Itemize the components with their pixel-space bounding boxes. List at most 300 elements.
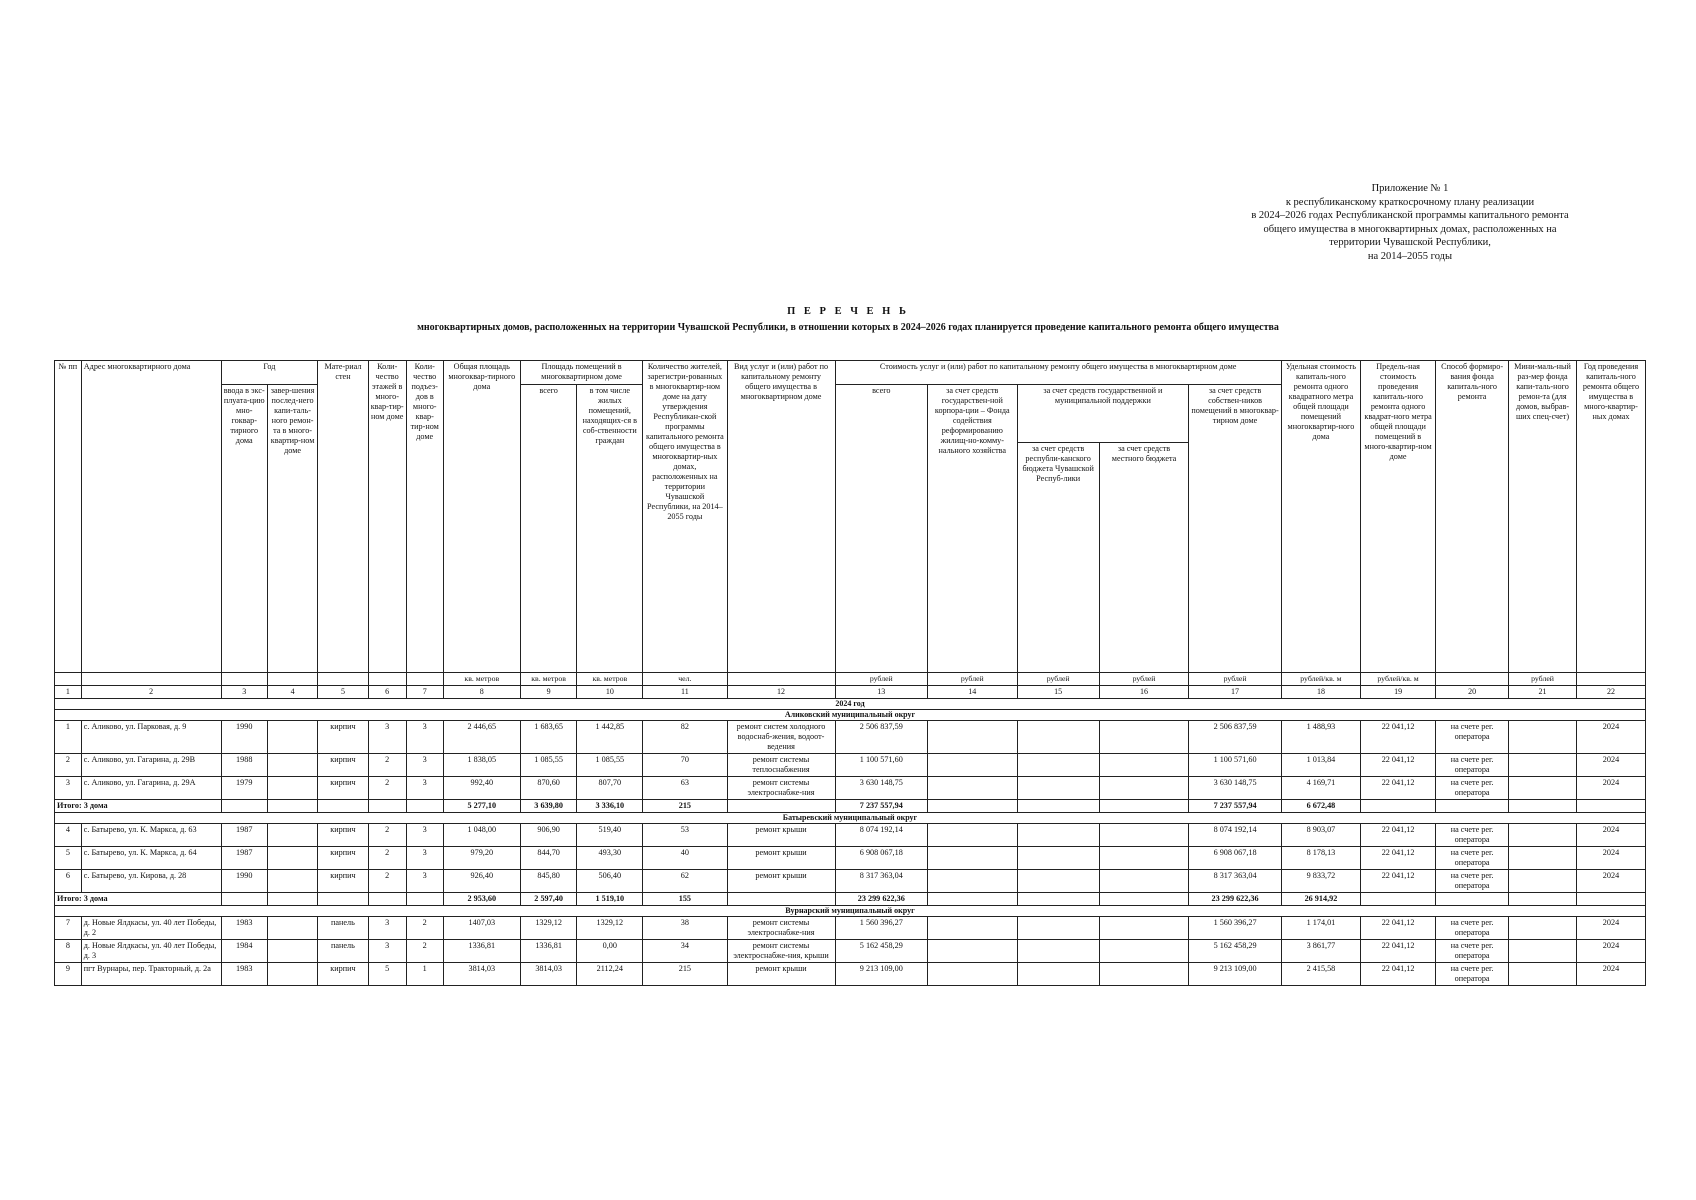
header-cost: Стоимость услуг и (или) работ по капитальному ремонту общего имущества в многоквартирном доме: [835, 361, 1281, 385]
column-number: 7: [406, 686, 443, 699]
total-empty-cell: [1509, 893, 1577, 906]
cell-y2: [267, 940, 317, 963]
total-people: 155: [643, 893, 727, 906]
appendix-line: общего имущества в многоквартирных домах, расположенных на: [1263, 223, 1557, 235]
cell-n: 7: [55, 917, 82, 940]
cell-ent: 3: [406, 721, 443, 754]
unit-label: рублей: [1509, 673, 1577, 686]
table-row: [55, 824, 1646, 847]
column-number: 15: [1017, 686, 1099, 699]
cell-unit: 8 178,13: [1281, 847, 1360, 870]
column-number: 12: [727, 686, 835, 699]
cell-year: 2024: [1576, 777, 1645, 800]
cell-people: 62: [643, 870, 727, 893]
cell-res: 1 442,85: [577, 721, 643, 754]
cell-method: на счете рег. оператора: [1436, 754, 1509, 777]
total-empty-cell: [267, 893, 317, 906]
cell-res: 506,40: [577, 870, 643, 893]
cell-people: 34: [643, 940, 727, 963]
total-empty-cell: [727, 893, 835, 906]
total-empty-cell: [928, 893, 1017, 906]
cell-own: 6 908 067,18: [1189, 847, 1282, 870]
total-empty-cell: [1099, 800, 1188, 813]
cell-prem: 1329,12: [520, 917, 577, 940]
cell-ent: 3: [406, 870, 443, 893]
cell-addr: с. Батырево, ул. К. Маркса, д. 64: [81, 847, 221, 870]
cell-n: 4: [55, 824, 82, 847]
cell-mat: кирпич: [318, 847, 368, 870]
total-res: 3 336,10: [577, 800, 643, 813]
cell-total: 2 506 837,59: [835, 721, 928, 754]
cell-mat: кирпич: [318, 824, 368, 847]
cell-addr: с. Аликово, ул. Гагарина, д. 29В: [81, 754, 221, 777]
cell-year: 2024: [1576, 721, 1645, 754]
header-work-type: Вид услуг и (или) работ по капитальному ремонту общего имущества в многоквартирном доме: [727, 361, 835, 673]
cell-loc: [1099, 754, 1188, 777]
cell-res: 0,00: [577, 940, 643, 963]
cell-work: ремонт крыши: [727, 870, 835, 893]
cell-mat: панель: [318, 917, 368, 940]
total-empty-cell: [727, 800, 835, 813]
total-res: 1 519,10: [577, 893, 643, 906]
header-total-area: Общая площадь многоквар-тирного дома: [443, 361, 520, 673]
unit-label: рублей: [1017, 673, 1099, 686]
header-residents: Количество жителей, зарегистри-рованных в многоквартир-ном доме на дату утверждения Республикан-ской программы капитального ремонта общего имущества в многоквартир-ных домах, расположенных на территории Чувашской Республики, на 2014– 2055 годы: [643, 361, 727, 673]
header-cost-owners: за счет средств собствен-ников помещений в многоквар-тирном доме: [1189, 385, 1282, 673]
cell-prem: 1 085,55: [520, 754, 577, 777]
cell-fund: [928, 824, 1017, 847]
total-empty-cell: [318, 893, 368, 906]
cell-ent: 2: [406, 940, 443, 963]
total-empty-cell: [1509, 800, 1577, 813]
table-body: [55, 710, 1646, 986]
cell-rep: [1017, 777, 1099, 800]
cell-fund: [928, 940, 1017, 963]
cell-people: 40: [643, 847, 727, 870]
cell-method: на счете рег. оператора: [1436, 963, 1509, 986]
houses-table: [54, 360, 1646, 986]
cell-loc: [1099, 940, 1188, 963]
cell-rep: [1017, 940, 1099, 963]
total-total: 23 299 622,36: [835, 893, 928, 906]
cell-work: ремонт крыши: [727, 963, 835, 986]
column-number: 9: [520, 686, 577, 699]
total-empty-cell: [1017, 893, 1099, 906]
unit-label: кв. метров: [443, 673, 520, 686]
unit-label: рублей: [1099, 673, 1188, 686]
column-number: 2: [81, 686, 221, 699]
cell-people: 53: [643, 824, 727, 847]
cell-total: 8 074 192,14: [835, 824, 928, 847]
total-own: 23 299 622,36: [1189, 893, 1282, 906]
total-prem: 3 639,80: [520, 800, 577, 813]
cell-ent: 3: [406, 847, 443, 870]
column-number: 1: [55, 686, 82, 699]
total-area: 2 953,60: [443, 893, 520, 906]
appendix-line: к республиканскому краткосрочному плану реализации: [1285, 196, 1535, 208]
cell-mat: кирпич: [318, 721, 368, 754]
district-row: [55, 813, 1646, 824]
column-number: 5: [318, 686, 368, 699]
cell-y1: 1983: [221, 917, 267, 940]
cell-min: [1509, 721, 1577, 754]
table-row: [55, 721, 1646, 754]
cell-ent: 3: [406, 754, 443, 777]
header-address: Адрес многоквартирного дома: [81, 361, 221, 673]
header-year: Год: [221, 361, 318, 385]
year-label: 2024 год: [55, 699, 1646, 710]
cell-min: [1509, 940, 1577, 963]
column-number: 22: [1576, 686, 1645, 699]
cell-loc: [1099, 917, 1188, 940]
cell-min: [1509, 963, 1577, 986]
column-number: 11: [643, 686, 727, 699]
cell-fl: 3: [368, 940, 406, 963]
header-repair-year: Год проведения капиталь-ного ремонта общего имущества в много-квартир-ных домах: [1576, 361, 1645, 673]
cell-work: ремонт системы электроснабже-ния: [727, 917, 835, 940]
cell-people: 63: [643, 777, 727, 800]
cell-own: 2 506 837,59: [1189, 721, 1282, 754]
cell-y1: 1979: [221, 777, 267, 800]
cell-y2: [267, 777, 317, 800]
cell-limit: 22 041,12: [1361, 721, 1436, 754]
cell-area: 1 048,00: [443, 824, 520, 847]
header-cost-support: за счет средств государственной и муниципальной поддержки: [1017, 385, 1189, 443]
total-unit: 6 672,48: [1281, 800, 1360, 813]
cell-fl: 3: [368, 917, 406, 940]
cell-mat: кирпич: [318, 963, 368, 986]
cell-fund: [928, 777, 1017, 800]
unit-label: чел.: [643, 673, 727, 686]
cell-res: 519,40: [577, 824, 643, 847]
total-area: 5 277,10: [443, 800, 520, 813]
year-row: [55, 699, 1646, 710]
district-name: Вурнарский муниципальный округ: [55, 906, 1646, 917]
total-empty-cell: [1436, 800, 1509, 813]
cell-ent: 1: [406, 963, 443, 986]
total-empty-cell: [267, 800, 317, 813]
cell-fund: [928, 917, 1017, 940]
cell-method: на счете рег. оператора: [1436, 917, 1509, 940]
header-fund-method: Способ формиро-вания фонда капиталь-ного ремонта: [1436, 361, 1509, 673]
cell-unit: 3 861,77: [1281, 940, 1360, 963]
district-name: Аликовский муниципальный округ: [55, 710, 1646, 721]
total-empty-cell: [318, 800, 368, 813]
unit-label: рублей/кв. м: [1281, 673, 1360, 686]
cell-work: ремонт системы электроснабже-ния: [727, 777, 835, 800]
total-people: 215: [643, 800, 727, 813]
header-year-commission: ввода в экс-плуата-цию мно-гоквар-тирного дома: [221, 385, 267, 673]
cell-mat: панель: [318, 940, 368, 963]
cell-own: 5 162 458,29: [1189, 940, 1282, 963]
unit-label: рублей: [1189, 673, 1282, 686]
cell-prem: 844,70: [520, 847, 577, 870]
cell-fl: 2: [368, 754, 406, 777]
cell-n: 3: [55, 777, 82, 800]
cell-total: 1 560 396,27: [835, 917, 928, 940]
cell-y1: 1987: [221, 847, 267, 870]
cell-n: 5: [55, 847, 82, 870]
column-number: 16: [1099, 686, 1188, 699]
cell-area: 3814,03: [443, 963, 520, 986]
cell-total: 9 213 109,00: [835, 963, 928, 986]
column-number: 6: [368, 686, 406, 699]
cell-method: на счете рег. оператора: [1436, 721, 1509, 754]
cell-y1: 1988: [221, 754, 267, 777]
cell-limit: 22 041,12: [1361, 963, 1436, 986]
cell-unit: 4 169,71: [1281, 777, 1360, 800]
cell-unit: 9 833,72: [1281, 870, 1360, 893]
column-number: 21: [1509, 686, 1577, 699]
cell-min: [1509, 847, 1577, 870]
cell-rep: [1017, 754, 1099, 777]
header-wall-material: Мате-риал стен: [318, 361, 368, 673]
cell-ent: 3: [406, 824, 443, 847]
table-row: [55, 847, 1646, 870]
cell-addr: с. Аликово, ул. Парковая, д. 9: [81, 721, 221, 754]
cell-limit: 22 041,12: [1361, 824, 1436, 847]
document-subtitle: многоквартирных домов, расположенных на территории Чувашской Республики, в отношении которых в 2024–2026 годах планируется проведение капитального ремонта общего имущества: [417, 322, 1279, 333]
column-number: 13: [835, 686, 928, 699]
header-unit-cost: Удельная стоимость капиталь-ного ремонта одного квадратного метра общей площади помещений многоквартир-ного дома: [1281, 361, 1360, 673]
cell-people: 215: [643, 963, 727, 986]
header-cost-republic: за счет средств республи-канского бюджета Чувашской Респуб-лики: [1017, 443, 1099, 673]
cell-n: 8: [55, 940, 82, 963]
total-empty-cell: [928, 800, 1017, 813]
cell-addr: д. Новые Ялдкасы, ул. 40 лет Победы, д. 2: [81, 917, 221, 940]
column-number: 4: [267, 686, 317, 699]
column-number: 19: [1361, 686, 1436, 699]
unit-label: рублей/кв. м: [1361, 673, 1436, 686]
total-own: 7 237 557,94: [1189, 800, 1282, 813]
cell-rep: [1017, 870, 1099, 893]
cell-year: 2024: [1576, 917, 1645, 940]
cell-mat: кирпич: [318, 754, 368, 777]
unit-label: рублей: [835, 673, 928, 686]
units-row: [55, 673, 1646, 686]
unit-label: кв. метров: [577, 673, 643, 686]
cell-fl: 3: [368, 721, 406, 754]
cell-area: 979,20: [443, 847, 520, 870]
column-number: 14: [928, 686, 1017, 699]
cell-limit: 22 041,12: [1361, 870, 1436, 893]
cell-y2: [267, 963, 317, 986]
column-number: 18: [1281, 686, 1360, 699]
total-empty-cell: [1099, 893, 1188, 906]
cell-n: 2: [55, 754, 82, 777]
cell-area: 2 446,65: [443, 721, 520, 754]
cell-fund: [928, 847, 1017, 870]
cell-fl: 2: [368, 847, 406, 870]
cell-fund: [928, 870, 1017, 893]
total-empty-cell: [406, 893, 443, 906]
header-cost-local: за счет средств местного бюджета: [1099, 443, 1188, 673]
cell-year: 2024: [1576, 963, 1645, 986]
cell-loc: [1099, 963, 1188, 986]
column-number: 17: [1189, 686, 1282, 699]
cell-work: ремонт системы электроснабже-ния, крыши: [727, 940, 835, 963]
cell-method: на счете рег. оператора: [1436, 777, 1509, 800]
cell-year: 2024: [1576, 940, 1645, 963]
cell-area: 926,40: [443, 870, 520, 893]
cell-fl: 2: [368, 870, 406, 893]
cell-year: 2024: [1576, 847, 1645, 870]
cell-fl: 5: [368, 963, 406, 986]
total-empty-cell: [1436, 893, 1509, 906]
cell-min: [1509, 824, 1577, 847]
unit-label: рублей: [928, 673, 1017, 686]
total-empty-cell: [1361, 893, 1436, 906]
header-premises-residential: в том числе жилых помещений, находящих-ся в соб-ственности граждан: [577, 385, 643, 673]
column-numbers-row: [55, 686, 1646, 699]
table-row: [55, 940, 1646, 963]
total-empty-cell: [1576, 893, 1645, 906]
table-row: [55, 777, 1646, 800]
cell-min: [1509, 754, 1577, 777]
cell-min: [1509, 917, 1577, 940]
cell-people: 82: [643, 721, 727, 754]
cell-year: 2024: [1576, 870, 1645, 893]
total-empty-cell: [406, 800, 443, 813]
cell-own: 8 317 363,04: [1189, 870, 1282, 893]
unit-label: кв. метров: [520, 673, 577, 686]
total-empty-cell: [368, 893, 406, 906]
cell-res: 807,70: [577, 777, 643, 800]
total-prem: 2 597,40: [520, 893, 577, 906]
table-row: [55, 870, 1646, 893]
cell-ent: 3: [406, 777, 443, 800]
cell-unit: 2 415,58: [1281, 963, 1360, 986]
column-number: 8: [443, 686, 520, 699]
appendix-line: территории Чувашской Республики,: [1329, 237, 1491, 248]
header-premises-total: всего: [520, 385, 577, 673]
cell-n: 6: [55, 870, 82, 893]
cell-mat: кирпич: [318, 777, 368, 800]
cell-loc: [1099, 870, 1188, 893]
cell-limit: 22 041,12: [1361, 940, 1436, 963]
cell-y1: 1990: [221, 870, 267, 893]
cell-addr: с. Батырево, ул. К. Маркса, д. 63: [81, 824, 221, 847]
appendix-line: на 2014–2055 годы: [1367, 250, 1453, 262]
cell-y2: [267, 754, 317, 777]
cell-work: ремонт систем холодного водоснаб-жения, водоот-ведения: [727, 721, 835, 754]
cell-prem: 1 683,65: [520, 721, 577, 754]
cell-limit: 22 041,12: [1361, 917, 1436, 940]
cell-year: 2024: [1576, 824, 1645, 847]
header-premises-area: Площадь помещений в многоквартирном доме: [520, 361, 642, 385]
cell-res: 1329,12: [577, 917, 643, 940]
cell-prem: 1336,81: [520, 940, 577, 963]
table-row: [55, 917, 1646, 940]
cell-addr: с. Аликово, ул. Гагарина, д. 29А: [81, 777, 221, 800]
cell-own: 9 213 109,00: [1189, 963, 1282, 986]
cell-loc: [1099, 847, 1188, 870]
total-label: Итого: 3 дома: [55, 893, 222, 906]
total-row: [55, 800, 1646, 813]
cell-people: 38: [643, 917, 727, 940]
cell-addr: пгт Вурнары, пер. Тракторный, д. 2а: [81, 963, 221, 986]
column-number: 3: [221, 686, 267, 699]
cell-fl: 2: [368, 777, 406, 800]
cell-loc: [1099, 824, 1188, 847]
cell-area: 992,40: [443, 777, 520, 800]
total-empty-cell: [1017, 800, 1099, 813]
cell-unit: 1 488,93: [1281, 721, 1360, 754]
cell-unit: 1 013,84: [1281, 754, 1360, 777]
cell-work: ремонт системы теплоснабжения: [727, 754, 835, 777]
cell-unit: 8 903,07: [1281, 824, 1360, 847]
cell-rep: [1017, 824, 1099, 847]
cell-y2: [267, 847, 317, 870]
cell-own: 1 560 396,27: [1189, 917, 1282, 940]
cell-limit: 22 041,12: [1361, 777, 1436, 800]
cell-fl: 2: [368, 824, 406, 847]
total-empty-cell: [1361, 800, 1436, 813]
cell-area: 1 838,05: [443, 754, 520, 777]
table-row: [55, 754, 1646, 777]
cell-rep: [1017, 721, 1099, 754]
district-row: [55, 906, 1646, 917]
cell-fund: [928, 721, 1017, 754]
district-row: [55, 710, 1646, 721]
total-unit: 26 914,92: [1281, 893, 1360, 906]
cell-year: 2024: [1576, 754, 1645, 777]
total-empty-cell: [221, 800, 267, 813]
cell-total: 3 630 148,75: [835, 777, 928, 800]
cell-unit: 1 174,01: [1281, 917, 1360, 940]
cell-min: [1509, 777, 1577, 800]
header-cost-total: всего: [835, 385, 928, 673]
header-min-fund: Мини-маль-ный раз-мер фонда капи-таль-ного ремон-та (для домов, выбрав-ших спец-счет): [1509, 361, 1577, 673]
column-number: 10: [577, 686, 643, 699]
header-cost-fund: за счет средств государствен-ной корпора-ции – Фонда содействия реформированию жилищ-но-комму-нального хозяйства: [928, 385, 1017, 673]
cell-method: на счете рег. оператора: [1436, 824, 1509, 847]
cell-y2: [267, 721, 317, 754]
total-row: [55, 893, 1646, 906]
cell-prem: 906,90: [520, 824, 577, 847]
cell-method: на счете рег. оператора: [1436, 870, 1509, 893]
header-limit-cost: Предель-ная стоимость проведения капиталь-ного ремонта одного квадрат-ного метра общей площади помещений в много-квартир-ном доме: [1361, 361, 1436, 673]
cell-y1: 1984: [221, 940, 267, 963]
cell-limit: 22 041,12: [1361, 754, 1436, 777]
cell-y2: [267, 917, 317, 940]
cell-y1: 1987: [221, 824, 267, 847]
header-num: № пп: [55, 361, 82, 673]
cell-method: на счете рег. оператора: [1436, 940, 1509, 963]
cell-rep: [1017, 847, 1099, 870]
cell-total: 1 100 571,60: [835, 754, 928, 777]
cell-people: 70: [643, 754, 727, 777]
cell-own: 1 100 571,60: [1189, 754, 1282, 777]
total-total: 7 237 557,94: [835, 800, 928, 813]
cell-addr: с. Батырево, ул. Кирова, д. 28: [81, 870, 221, 893]
cell-prem: 3814,03: [520, 963, 577, 986]
appendix-line: в 2024–2026 годах Республиканской программы капитального ремонта: [1251, 210, 1569, 221]
cell-n: 1: [55, 721, 82, 754]
cell-y1: 1983: [221, 963, 267, 986]
cell-area: 1407,03: [443, 917, 520, 940]
cell-limit: 22 041,12: [1361, 847, 1436, 870]
header-entrances: Коли-чество подъез-дов в много-квар-тир-ном доме: [406, 361, 443, 673]
appendix-line: Приложение № 1: [1371, 183, 1449, 194]
total-empty-cell: [368, 800, 406, 813]
total-empty-cell: [1576, 800, 1645, 813]
cell-work: ремонт крыши: [727, 847, 835, 870]
cell-y2: [267, 870, 317, 893]
cell-mat: кирпич: [318, 870, 368, 893]
document-title: П Е Р Е Ч Е Н Ь: [787, 306, 909, 317]
cell-fund: [928, 963, 1017, 986]
